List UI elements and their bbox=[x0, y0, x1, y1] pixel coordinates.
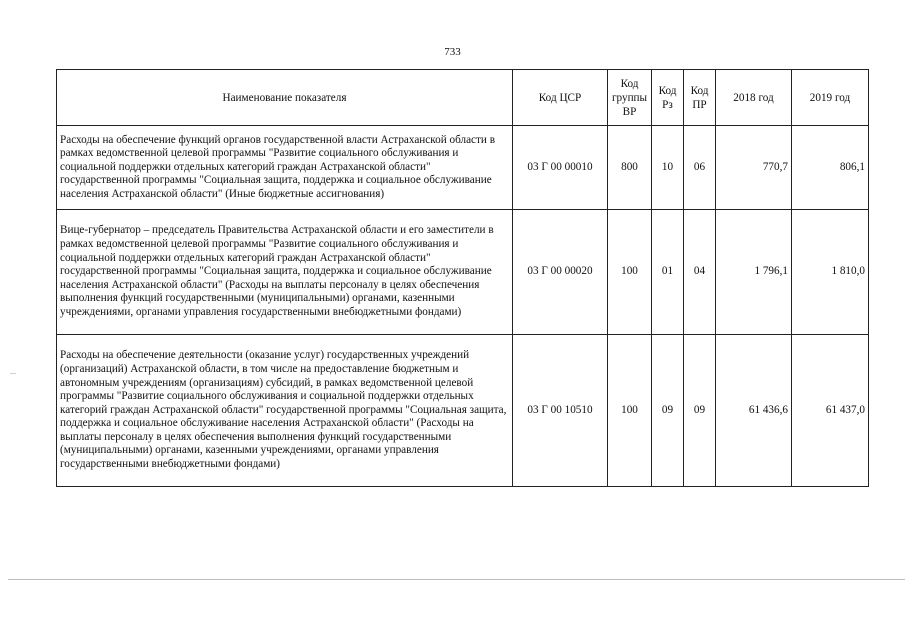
header-2019: 2019 год bbox=[792, 70, 869, 126]
row-name: Расходы на обеспечение деятельности (оказание услуг) государственных учреждений (организаций) Астраханской области, в том числе на предоставление бюджетным и автономным учреждениям (организациям) субсидий, в рамках ведомственной целевой программы "Развитие социального обслуживания и социальной поддержки отдельных категорий граждан Астраханской области" государственной программы "Социальная защита, поддержка и социальное обслуживание населения Астраханской области" (Расходы на выплаты персоналу в целях обеспечения выполнения функций государственными (муниципальными) органами, казенными учреждениями, органами управления государственными внебюджетными фондами) bbox=[57, 335, 513, 487]
header-rz: Код Рз bbox=[652, 70, 684, 126]
table-row bbox=[57, 210, 869, 335]
row-rz: 09 bbox=[652, 335, 684, 487]
row-pr: 06 bbox=[684, 126, 716, 210]
header-pr: Код ПР bbox=[684, 70, 716, 126]
row-rz: 01 bbox=[652, 210, 684, 335]
page-bottom-rule bbox=[8, 579, 905, 580]
header-name: Наименование показателя bbox=[57, 70, 513, 126]
row-name: Вице-губернатор – председатель Правительства Астраханской области и его заместители в рамках ведомственной целевой программы "Развитие социального обслуживания и социальной поддержки отдельных категорий граждан Астраханской области" государственной программы "Социальная защита, поддержка и социальное обслуживание населения Астраханской области" (Расходы на выплаты персоналу в целях обеспечения выполнения функций государственными (муниципальными) органами, казенными учреждениями, органами управления государственными внебюджетными фондами) bbox=[57, 210, 513, 335]
row-2018: 1 796,1 bbox=[716, 210, 792, 335]
page-number: 733 bbox=[444, 46, 461, 58]
row-2018: 61 436,6 bbox=[716, 335, 792, 487]
row-pr: 04 bbox=[684, 210, 716, 335]
row-csr: 03 Г 00 00020 bbox=[513, 210, 608, 335]
table-row bbox=[57, 126, 869, 210]
header-vr: Код группы ВР bbox=[608, 70, 652, 126]
row-2019: 806,1 bbox=[792, 126, 869, 210]
row-2019: 1 810,0 bbox=[792, 210, 869, 335]
row-rz: 10 bbox=[652, 126, 684, 210]
table-row bbox=[57, 335, 869, 487]
header-2018: 2018 год bbox=[716, 70, 792, 126]
budget-table bbox=[56, 69, 869, 487]
header-csr: Код ЦСР bbox=[513, 70, 608, 126]
row-vr: 800 bbox=[608, 126, 652, 210]
table-header-row bbox=[57, 70, 869, 126]
row-pr: 09 bbox=[684, 335, 716, 487]
row-vr: 100 bbox=[608, 210, 652, 335]
margin-mark bbox=[10, 373, 16, 374]
row-vr: 100 bbox=[608, 335, 652, 487]
row-2018: 770,7 bbox=[716, 126, 792, 210]
row-name: Расходы на обеспечение функций органов государственной власти Астраханской области в рамках ведомственной целевой программы "Развитие социального обслуживания и социальной поддержки отдельных категорий граждан Астраханской области" государственной программы "Социальная защита, поддержка и социальное обслуживание населения Астраханской области" (Иные бюджетные ассигнования) bbox=[57, 126, 513, 210]
row-2019: 61 437,0 bbox=[792, 335, 869, 487]
row-csr: 03 Г 00 00010 bbox=[513, 126, 608, 210]
row-csr: 03 Г 00 10510 bbox=[513, 335, 608, 487]
